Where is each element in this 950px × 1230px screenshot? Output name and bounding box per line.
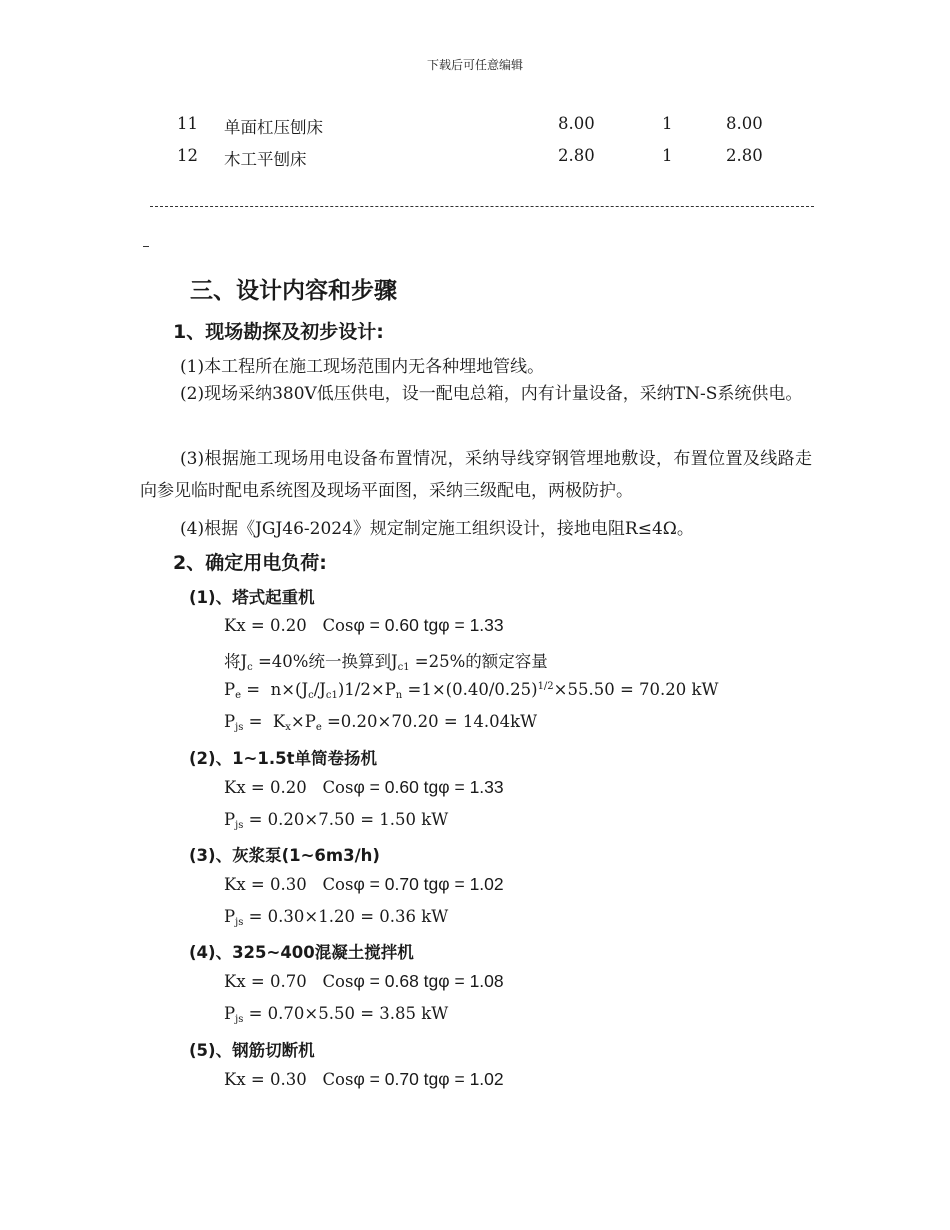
text: = 0.70×5.50 = 3.85 kW [243,1004,449,1023]
kx-value: Kx = 0.30 [224,875,307,894]
row-qty: 1 [662,146,673,165]
subscript: js [235,1014,244,1025]
item-title: (3)、灰浆泵(1~6m3/h) [189,846,380,865]
text: ×55.50 = 70.20 kW [553,680,719,699]
item-title: (5)、钢筋切断机 [189,1041,315,1060]
cos-tg-values: φ = 0.70 tgφ = 1.02 [353,1069,504,1089]
kx-value: Kx = 0.70 [224,972,307,991]
cos-tg-values: φ = 0.60 tgφ = 1.33 [353,777,504,797]
conversion-line [224,648,548,673]
cos-tg-values: φ = 0.68 tgφ = 1.08 [353,971,504,991]
text: = 0.20×7.50 = 1.50 kW [243,810,449,829]
subscript: c [308,690,314,701]
coefficient-line [224,1069,504,1090]
text: ×P [290,712,316,731]
paragraph-3: (3)根据施工现场用电设备布置情况，采纳导线穿钢管埋地敷设，布置位置及线路走向参见临时配电系统图及现场平面图，采纳三级配电，两极防护。 [140,449,812,501]
paragraph-4: (4)根据《JGJ46-2024》规定制定施工组织设计，接地电阻R≤4Ω。 [180,519,694,539]
subsection-1-title: 1、现场勘探及初步设计: [173,321,384,343]
kx-value: Kx = 0.20 [224,778,307,797]
text: 将J [224,652,248,671]
divider-tail [143,246,149,247]
row-total: 2.80 [726,146,763,165]
subscript: n [395,690,403,701]
cos-label: Cos [322,1070,354,1089]
text: =25%的额定容量 [409,652,548,671]
text: )1/2×P [337,680,396,699]
subscript: js [235,722,244,733]
text: =0.20×70.20 = 14.04kW [321,712,538,731]
cos-label: Cos [322,616,354,635]
pjs-formula [224,1004,448,1025]
cos-label: Cos [322,875,354,894]
text: =1×(0.40/0.25) [402,680,538,699]
text: =40%统一换算到J [252,652,398,671]
coefficient-line [224,615,504,636]
subscript: e [235,690,242,701]
paragraph-1: (1)本工程所在施工现场范围内无各种埋地管线。 [180,357,545,377]
paragraph-2: (2)现场采纳380V低压供电，设一配电总箱，内有计量设备，采纳TN-S系统供电。 [180,384,803,404]
coefficient-line [224,777,504,798]
coefficient-line [224,971,504,992]
subscript: c [247,662,253,673]
subscript: js [235,820,244,831]
pjs-formula [224,712,537,733]
page-header: 下载后可任意编辑 [426,58,523,72]
subscript: c1 [397,662,410,673]
item-title: (4)、325~400混凝土搅拌机 [189,943,414,962]
coefficient-line [224,874,504,895]
row-number: 11 [177,114,198,133]
text: /J [313,680,326,699]
row-name: 单面杠压刨床 [224,118,323,137]
subscript: js [235,917,244,928]
row-power: 8.00 [558,114,595,133]
pe-formula [224,680,718,701]
kx-value: Kx = 0.30 [224,1070,307,1089]
cos-label: Cos [322,972,354,991]
row-qty: 1 [662,114,673,133]
item-title: (1)、塔式起重机 [189,588,315,607]
pjs-formula [224,810,448,831]
section-title: 三、设计内容和步骤 [190,278,397,304]
row-name: 木工平刨床 [224,150,307,169]
cos-tg-values: φ = 0.60 tgφ = 1.33 [353,615,504,635]
text: P [224,810,236,829]
subscript: x [285,722,291,733]
row-power: 2.80 [558,146,595,165]
row-total: 8.00 [726,114,763,133]
subscript: c1 [325,690,338,701]
text: P [224,1004,236,1023]
cos-label: Cos [322,778,354,797]
row-number: 12 [177,146,198,165]
superscript: 1/2 [537,681,554,692]
text: = 0.30×1.20 = 0.36 kW [243,907,449,926]
text: P [224,712,236,731]
subsection-2-title: 2、确定用电负荷: [173,552,327,574]
subscript: e [315,722,322,733]
pjs-formula [224,907,448,928]
dashed-divider [150,206,814,207]
text: P [224,680,236,699]
kx-value: Kx = 0.20 [224,616,307,635]
text: P [224,907,236,926]
text: = K [243,712,286,731]
cos-tg-values: φ = 0.70 tgφ = 1.02 [353,874,504,894]
item-title: (2)、1~1.5t单筒卷扬机 [189,749,377,768]
text: = n×(J [241,680,309,699]
